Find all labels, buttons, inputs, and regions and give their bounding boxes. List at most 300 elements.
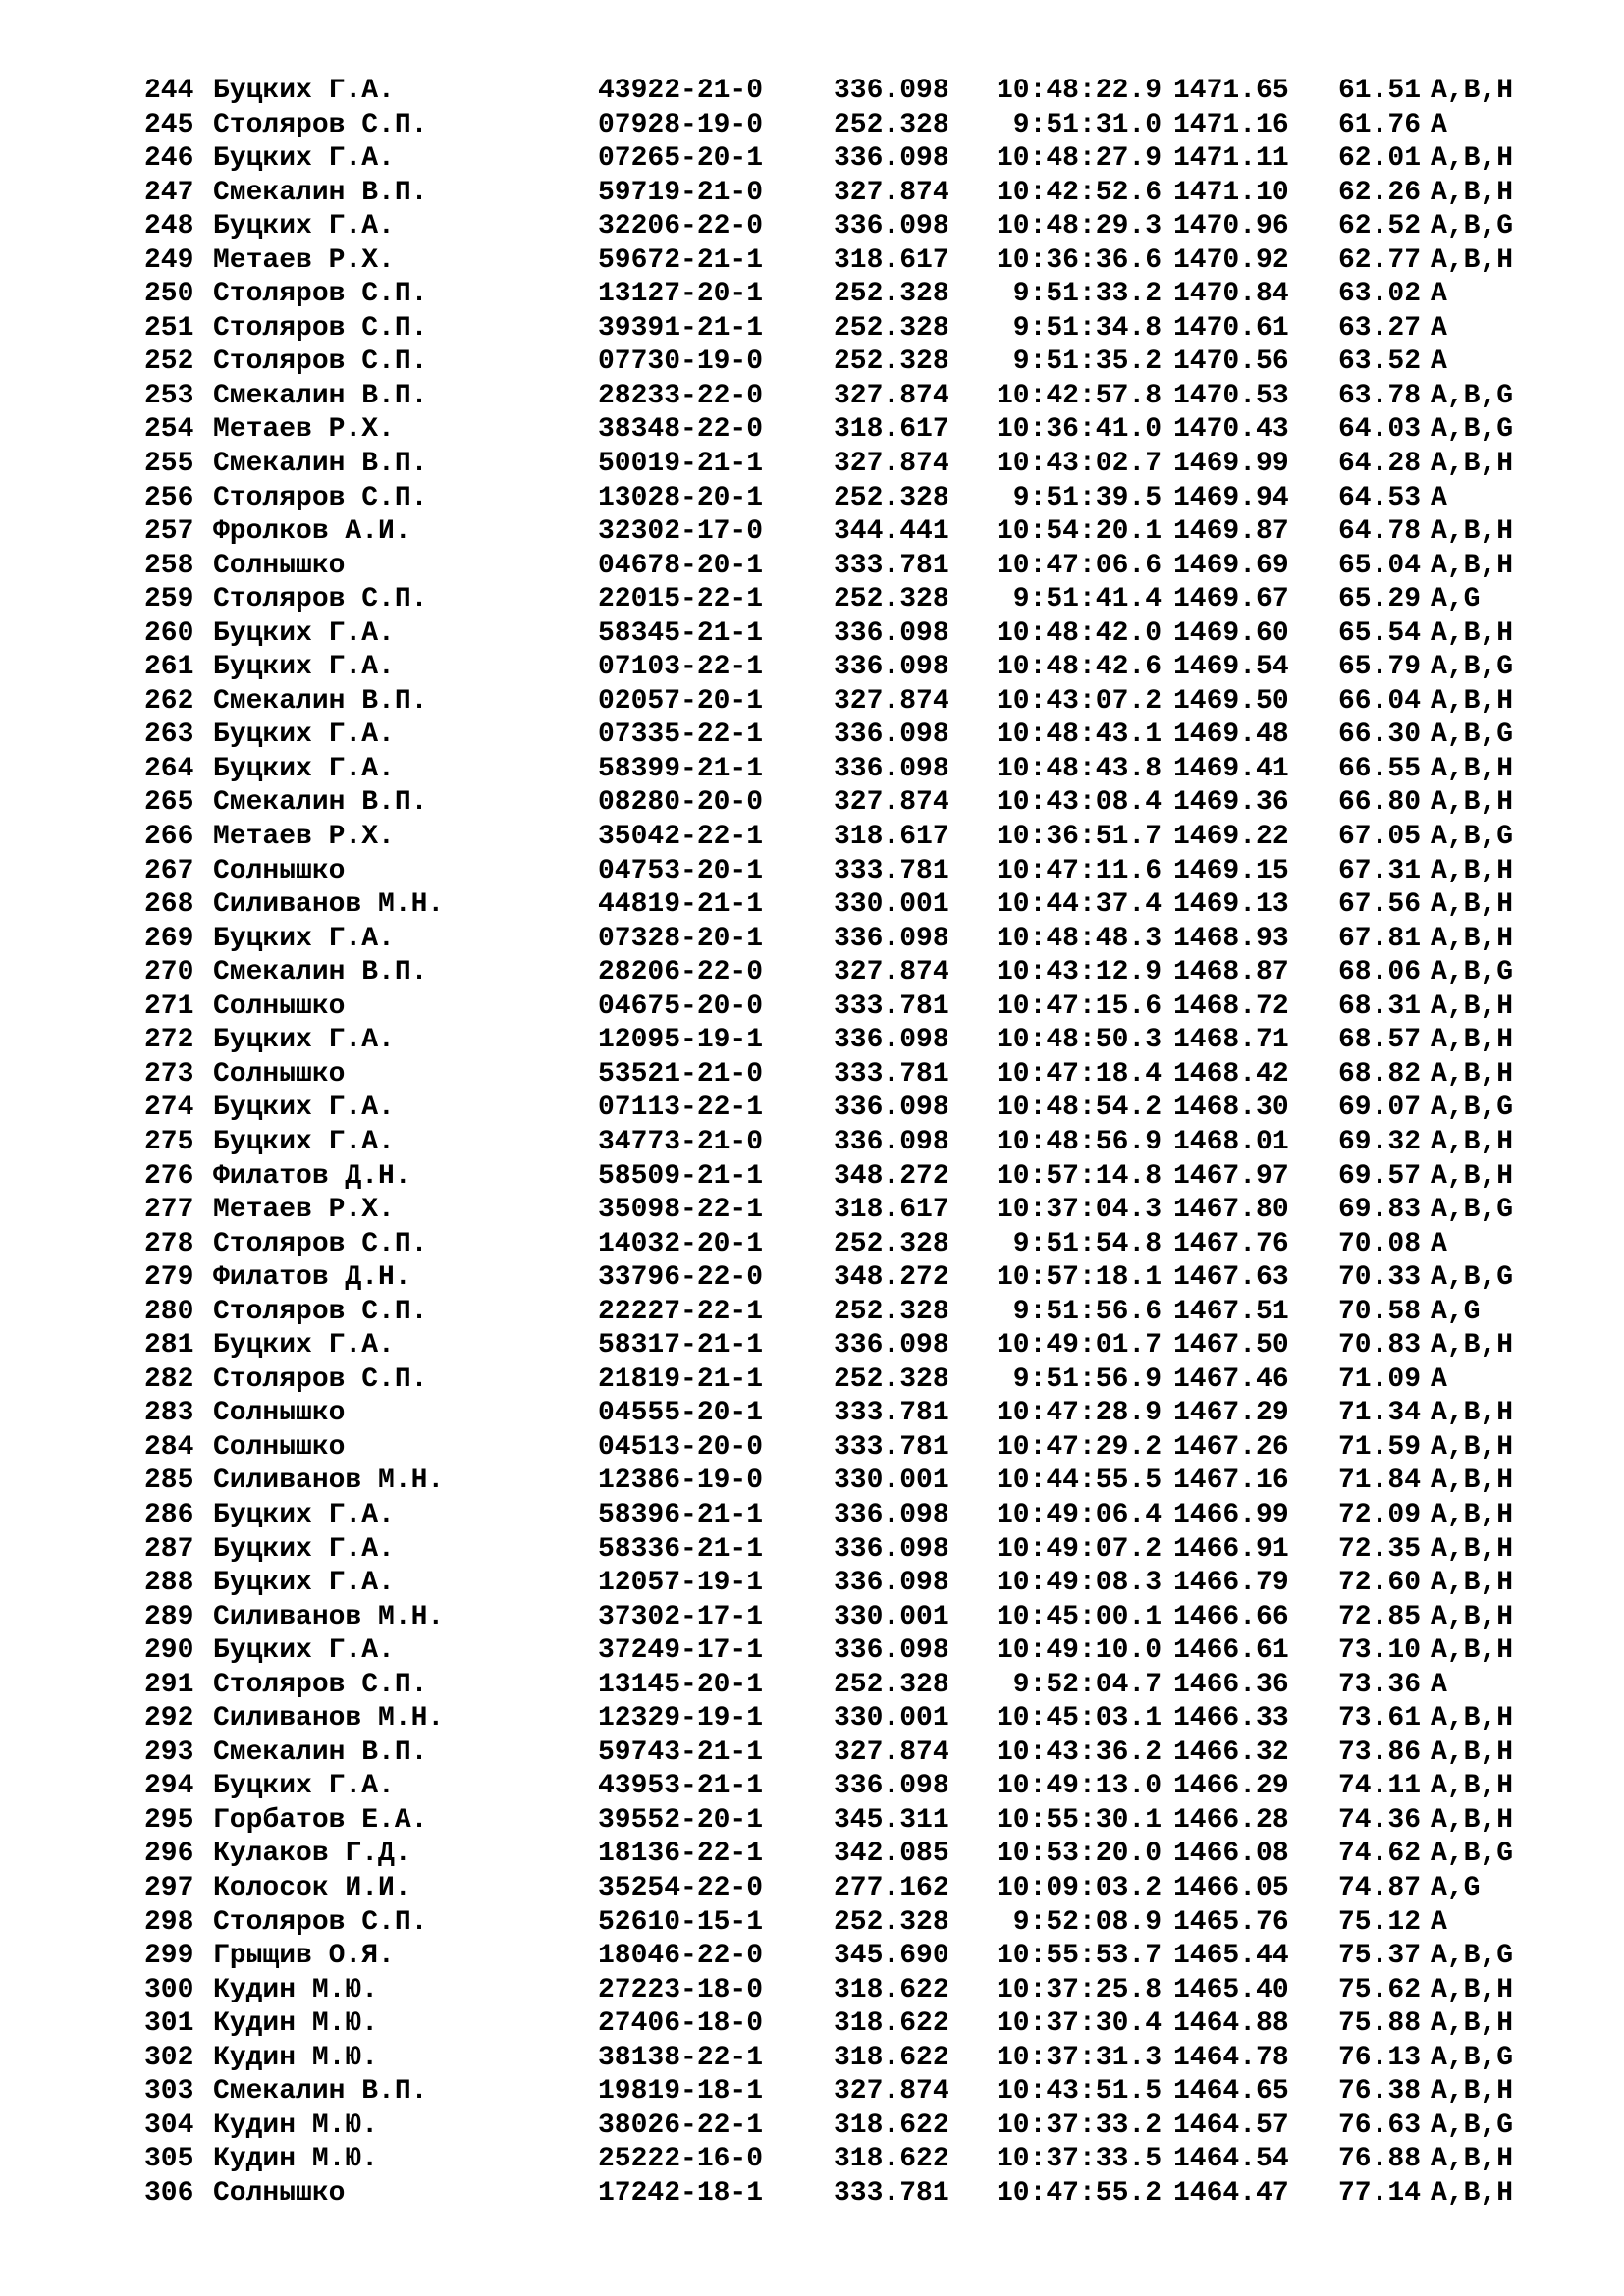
time-value: 10:49:10.0 [996,1635,1162,1667]
record-code: 07103-22-1 [598,652,764,683]
row-number: 278 [144,1228,194,1259]
degree-value: 336.098 [834,1126,949,1157]
flags-value: A,B,H [1431,1601,1514,1632]
time-value: 10:37:04.3 [996,1195,1162,1226]
record-code: 04555-20-1 [598,1398,764,1429]
score-value: 1469.13 [1173,889,1289,921]
participant-name: Буцких Г.А. [213,1568,395,1599]
participant-name: Кудин М.Ю. [213,2008,379,2040]
row-number: 284 [144,1431,194,1463]
time-value: 10:44:55.5 [996,1466,1162,1497]
row-number: 286 [144,1499,194,1530]
record-code: 37302-17-1 [598,1601,764,1632]
table-row [144,380,1558,414]
record-code: 17242-18-1 [598,2177,764,2209]
record-code: 04753-20-1 [598,855,764,886]
percent-value: 75.88 [1338,2008,1422,2040]
percent-value: 70.58 [1338,1296,1422,1327]
score-value: 1466.91 [1173,1533,1289,1565]
table-row [144,210,1558,244]
time-value: 10:49:06.4 [996,1499,1162,1530]
score-value: 1465.40 [1173,1974,1289,2005]
record-code: 18046-22-0 [598,1941,764,1972]
table-row [144,1126,1558,1160]
table-row [144,685,1558,720]
percent-value: 74.87 [1338,1872,1422,1903]
record-code: 43922-21-0 [598,76,764,106]
percent-value: 64.53 [1338,482,1422,513]
degree-value: 252.328 [834,1669,949,1700]
table-row [144,244,1558,279]
row-number: 269 [144,923,194,954]
score-value: 1470.92 [1173,244,1289,276]
score-value: 1466.29 [1173,1771,1289,1802]
row-number: 281 [144,1330,194,1362]
participant-name: Смекалин В.П. [213,787,428,819]
table-row [144,109,1558,143]
time-value: 10:49:01.7 [996,1330,1162,1362]
row-number: 275 [144,1126,194,1157]
flags-value: A,B,G [1431,414,1514,446]
degree-value: 336.098 [834,652,949,683]
degree-value: 252.328 [834,1363,949,1395]
percent-value: 72.09 [1338,1499,1422,1530]
time-value: 10:47:55.2 [996,2177,1162,2209]
row-number: 271 [144,990,194,1022]
table-row [144,956,1558,990]
time-value: 10:45:03.1 [996,1703,1162,1735]
score-value: 1467.50 [1173,1330,1289,1362]
score-value: 1470.56 [1173,347,1289,378]
table-row [144,1363,1558,1398]
row-number: 306 [144,2177,194,2209]
score-value: 1469.99 [1173,449,1289,480]
row-number: 305 [144,2144,194,2175]
row-number: 283 [144,1398,194,1429]
table-row [144,1160,1558,1195]
flags-value: A,B,G [1431,380,1514,411]
score-value: 1469.36 [1173,787,1289,819]
degree-value: 336.098 [834,720,949,751]
percent-value: 73.10 [1338,1635,1422,1667]
row-number: 279 [144,1262,194,1294]
record-code: 18136-22-1 [598,1839,764,1870]
row-number: 287 [144,1533,194,1565]
percent-value: 63.78 [1338,380,1422,411]
row-number: 244 [144,76,194,106]
degree-value: 318.617 [834,822,949,853]
flags-value: A,B,H [1431,143,1514,175]
participant-name: Буцких Г.А. [213,1499,395,1530]
score-value: 1469.22 [1173,822,1289,853]
score-value: 1467.80 [1173,1195,1289,1226]
degree-value: 327.874 [834,2076,949,2108]
record-code: 13028-20-1 [598,482,764,513]
time-value: 10:43:08.4 [996,787,1162,819]
score-value: 1464.65 [1173,2076,1289,2108]
table-row [144,1702,1558,1736]
record-code: 12386-19-0 [598,1466,764,1497]
degree-value: 327.874 [834,1736,949,1768]
table-row [144,2109,1558,2144]
time-value: 10:47:18.4 [996,1058,1162,1090]
participant-name: Столяров С.П. [213,1363,428,1395]
flags-value: A,B,G [1431,1195,1514,1226]
participant-name: Солнышко [213,990,346,1022]
percent-value: 66.04 [1338,685,1422,717]
degree-value: 333.781 [834,990,949,1022]
percent-value: 62.26 [1338,177,1422,208]
participant-name: Столяров С.П. [213,347,428,378]
row-number: 298 [144,1906,194,1938]
record-code: 04675-20-0 [598,990,764,1022]
row-number: 259 [144,584,194,615]
time-value: 9:51:33.2 [1012,279,1162,310]
row-number: 300 [144,1974,194,2005]
score-value: 1466.05 [1173,1872,1289,1903]
time-value: 10:54:20.1 [996,516,1162,548]
percent-value: 62.01 [1338,143,1422,175]
score-value: 1466.99 [1173,1499,1289,1530]
time-value: 10:57:18.1 [996,1262,1162,1294]
score-value: 1468.71 [1173,1025,1289,1056]
flags-value: A,B,H [1431,990,1514,1022]
time-value: 10:53:20.0 [996,1839,1162,1870]
time-value: 10:09:03.2 [996,1872,1162,1903]
row-number: 265 [144,787,194,819]
table-row [144,177,1558,211]
participant-name: Солнышко [213,2177,346,2209]
row-number: 274 [144,1093,194,1124]
percent-value: 71.59 [1338,1431,1422,1463]
score-value: 1471.11 [1173,143,1289,175]
record-code: 59743-21-1 [598,1736,764,1768]
percent-value: 72.35 [1338,1533,1422,1565]
degree-value: 336.098 [834,1568,949,1599]
row-number: 277 [144,1195,194,1226]
table-row [144,2177,1558,2212]
percent-value: 61.76 [1338,109,1422,140]
degree-value: 336.098 [834,1330,949,1362]
percent-value: 76.38 [1338,2076,1422,2108]
flags-value: A,B,H [1431,1499,1514,1530]
table-row [144,2007,1558,2042]
score-value: 1465.76 [1173,1906,1289,1938]
participant-name: Смекалин В.П. [213,957,428,988]
row-number: 304 [144,2109,194,2141]
time-value: 10:36:41.0 [996,414,1162,446]
score-value: 1468.87 [1173,957,1289,988]
flags-value: A [1431,1669,1447,1700]
percent-value: 65.04 [1338,550,1422,581]
percent-value: 61.51 [1338,76,1422,106]
flags-value: A,B,G [1431,1941,1514,1972]
score-value: 1467.76 [1173,1228,1289,1259]
score-value: 1467.16 [1173,1466,1289,1497]
participant-name: Филатов Д.Н. [213,1160,411,1192]
table-row [144,2042,1558,2076]
table-row [144,1024,1558,1058]
flags-value: A,B,H [1431,1533,1514,1565]
degree-value: 336.098 [834,923,949,954]
participant-name: Буцких Г.А. [213,923,395,954]
flags-value: A,B,H [1431,516,1514,548]
record-code: 53521-21-0 [598,1058,764,1090]
row-number: 245 [144,109,194,140]
score-value: 1470.53 [1173,380,1289,411]
participant-name: Столяров С.П. [213,482,428,513]
record-code: 07328-20-1 [598,923,764,954]
score-value: 1469.87 [1173,516,1289,548]
table-row [144,1634,1558,1669]
degree-value: 252.328 [834,279,949,310]
participant-name: Солнышко [213,550,346,581]
flags-value: A,B,H [1431,177,1514,208]
percent-value: 67.81 [1338,923,1422,954]
percent-value: 73.86 [1338,1736,1422,1768]
degree-value: 277.162 [834,1872,949,1903]
record-code: 33796-22-0 [598,1262,764,1294]
record-code: 34773-21-0 [598,1126,764,1157]
row-number: 280 [144,1296,194,1327]
degree-value: 333.781 [834,1431,949,1463]
percent-value: 72.85 [1338,1601,1422,1632]
flags-value: A [1431,347,1447,378]
record-code: 32302-17-0 [598,516,764,548]
record-code: 39391-21-1 [598,312,764,344]
score-value: 1469.54 [1173,652,1289,683]
percent-value: 76.13 [1338,2042,1422,2073]
flags-value: A,B,G [1431,652,1514,683]
time-value: 10:37:33.2 [996,2109,1162,2141]
time-value: 9:51:35.2 [1012,347,1162,378]
flags-value: A [1431,1228,1447,1259]
row-number: 273 [144,1058,194,1090]
record-code: 58345-21-1 [598,617,764,649]
time-value: 10:55:53.7 [996,1941,1162,1972]
record-code: 28206-22-0 [598,957,764,988]
degree-value: 336.098 [834,76,949,106]
flags-value: A,B,G [1431,211,1514,242]
percent-value: 71.09 [1338,1363,1422,1395]
participant-name: Буцких Г.А. [213,753,395,784]
row-number: 249 [144,244,194,276]
table-row [144,1736,1558,1771]
flags-value: A,B,G [1431,1839,1514,1870]
participant-name: Метаев Р.Х. [213,1195,395,1226]
row-number: 289 [144,1601,194,1632]
row-number: 256 [144,482,194,513]
row-number: 288 [144,1568,194,1599]
time-value: 9:51:56.9 [1012,1363,1162,1395]
participant-name: Столяров С.П. [213,1906,428,1938]
score-value: 1467.46 [1173,1363,1289,1395]
percent-value: 74.36 [1338,1804,1422,1836]
score-value: 1471.10 [1173,177,1289,208]
percent-value: 63.52 [1338,347,1422,378]
table-row [144,1058,1558,1093]
degree-value: 336.098 [834,1533,949,1565]
time-value: 10:44:37.4 [996,889,1162,921]
degree-value: 345.311 [834,1804,949,1836]
flags-value: A [1431,1363,1447,1395]
participant-name: Буцких Г.А. [213,1126,395,1157]
table-row [144,888,1558,923]
flags-value: A,B,G [1431,720,1514,751]
record-code: 39552-20-1 [598,1804,764,1836]
percent-value: 70.08 [1338,1228,1422,1259]
participant-name: Кудин М.Ю. [213,2109,379,2141]
flags-value: A,B,H [1431,855,1514,886]
time-value: 10:37:30.4 [996,2008,1162,2040]
table-row [144,1431,1558,1466]
degree-value: 327.874 [834,957,949,988]
record-code: 50019-21-1 [598,449,764,480]
time-value: 10:36:36.6 [996,244,1162,276]
record-code: 28233-22-0 [598,380,764,411]
score-value: 1466.61 [1173,1635,1289,1667]
participant-name: Филатов Д.Н. [213,1262,411,1294]
record-code: 35254-22-0 [598,1872,764,1903]
record-code: 38348-22-0 [598,414,764,446]
record-code: 35098-22-1 [598,1195,764,1226]
degree-value: 252.328 [834,584,949,615]
row-number: 292 [144,1703,194,1735]
table-row [144,1601,1558,1635]
flags-value: A,G [1431,584,1481,615]
flags-value: A,B,G [1431,2042,1514,2073]
time-value: 10:43:02.7 [996,449,1162,480]
participant-name: Столяров С.П. [213,312,428,344]
table-row [144,312,1558,347]
row-number: 293 [144,1736,194,1768]
row-number: 248 [144,211,194,242]
record-code: 13145-20-1 [598,1669,764,1700]
record-code: 02057-20-1 [598,685,764,717]
table-row [144,1499,1558,1533]
record-code: 58509-21-1 [598,1160,764,1192]
table-row [144,1261,1558,1296]
table-row [144,1533,1558,1568]
table-row [144,448,1558,482]
flags-value: A,B,H [1431,2144,1514,2175]
degree-value: 336.098 [834,143,949,175]
table-row [144,515,1558,550]
score-value: 1468.30 [1173,1093,1289,1124]
table-row [144,278,1558,312]
participant-name: Буцких Г.А. [213,1025,395,1056]
record-code: 59672-21-1 [598,244,764,276]
flags-value: A [1431,279,1447,310]
degree-value: 333.781 [834,1398,949,1429]
percent-value: 64.28 [1338,449,1422,480]
record-code: 12329-19-1 [598,1703,764,1735]
table-row [144,75,1558,109]
participant-name: Буцких Г.А. [213,143,395,175]
percent-value: 69.57 [1338,1160,1422,1192]
percent-value: 75.62 [1338,1974,1422,2005]
time-value: 10:47:29.2 [996,1431,1162,1463]
time-value: 10:48:43.8 [996,753,1162,784]
row-number: 299 [144,1941,194,1972]
percent-value: 68.82 [1338,1058,1422,1090]
table-row [144,482,1558,516]
row-number: 295 [144,1804,194,1836]
participant-name: Буцких Г.А. [213,76,395,106]
score-value: 1470.61 [1173,312,1289,344]
row-number: 302 [144,2042,194,2073]
participant-name: Колосок И.И. [213,1872,411,1903]
row-number: 258 [144,550,194,581]
participant-name: Столяров С.П. [213,584,428,615]
table-row [144,1228,1558,1262]
flags-value: A,B,H [1431,889,1514,921]
time-value: 10:42:57.8 [996,380,1162,411]
table-row [144,1974,1558,2008]
score-value: 1464.54 [1173,2144,1289,2175]
participant-name: Солнышко [213,1398,346,1429]
score-value: 1468.42 [1173,1058,1289,1090]
participant-name: Столяров С.П. [213,109,428,140]
record-code: 35042-22-1 [598,822,764,853]
degree-value: 333.781 [834,1058,949,1090]
time-value: 9:51:34.8 [1012,312,1162,344]
participant-name: Кудин М.Ю. [213,1974,379,2005]
table-row [144,1465,1558,1499]
record-code: 12057-19-1 [598,1568,764,1599]
flags-value: A [1431,109,1447,140]
score-value: 1469.50 [1173,685,1289,717]
time-value: 10:43:36.2 [996,1736,1162,1768]
table-row [144,346,1558,380]
score-value: 1469.60 [1173,617,1289,649]
percent-value: 73.61 [1338,1703,1422,1735]
row-number: 296 [144,1839,194,1870]
row-number: 257 [144,516,194,548]
row-number: 255 [144,449,194,480]
degree-value: 318.622 [834,2144,949,2175]
score-value: 1467.29 [1173,1398,1289,1429]
row-number: 253 [144,380,194,411]
record-code: 32206-22-0 [598,211,764,242]
row-number: 251 [144,312,194,344]
percent-value: 64.78 [1338,516,1422,548]
participant-name: Буцких Г.А. [213,1330,395,1362]
percent-value: 70.83 [1338,1330,1422,1362]
participant-name: Силиванов М.Н. [213,1703,445,1735]
flags-value: A [1431,482,1447,513]
degree-value: 330.001 [834,1601,949,1632]
score-value: 1467.51 [1173,1296,1289,1327]
participant-name: Силиванов М.Н. [213,1601,445,1632]
record-code: 14032-20-1 [598,1228,764,1259]
time-value: 10:37:33.5 [996,2144,1162,2175]
score-value: 1466.36 [1173,1669,1289,1700]
time-value: 10:37:25.8 [996,1974,1162,2005]
flags-value: A,B,H [1431,1804,1514,1836]
flags-value: A,B,H [1431,1703,1514,1735]
degree-value: 348.272 [834,1262,949,1294]
score-value: 1469.94 [1173,482,1289,513]
percent-value: 66.80 [1338,787,1422,819]
percent-value: 71.84 [1338,1466,1422,1497]
record-code: 37249-17-1 [598,1635,764,1667]
degree-value: 336.098 [834,1635,949,1667]
participant-name: Столяров С.П. [213,1669,428,1700]
participant-name: Фролков А.И. [213,516,411,548]
participant-name: Силиванов М.Н. [213,889,445,921]
participant-name: Буцких Г.А. [213,652,395,683]
